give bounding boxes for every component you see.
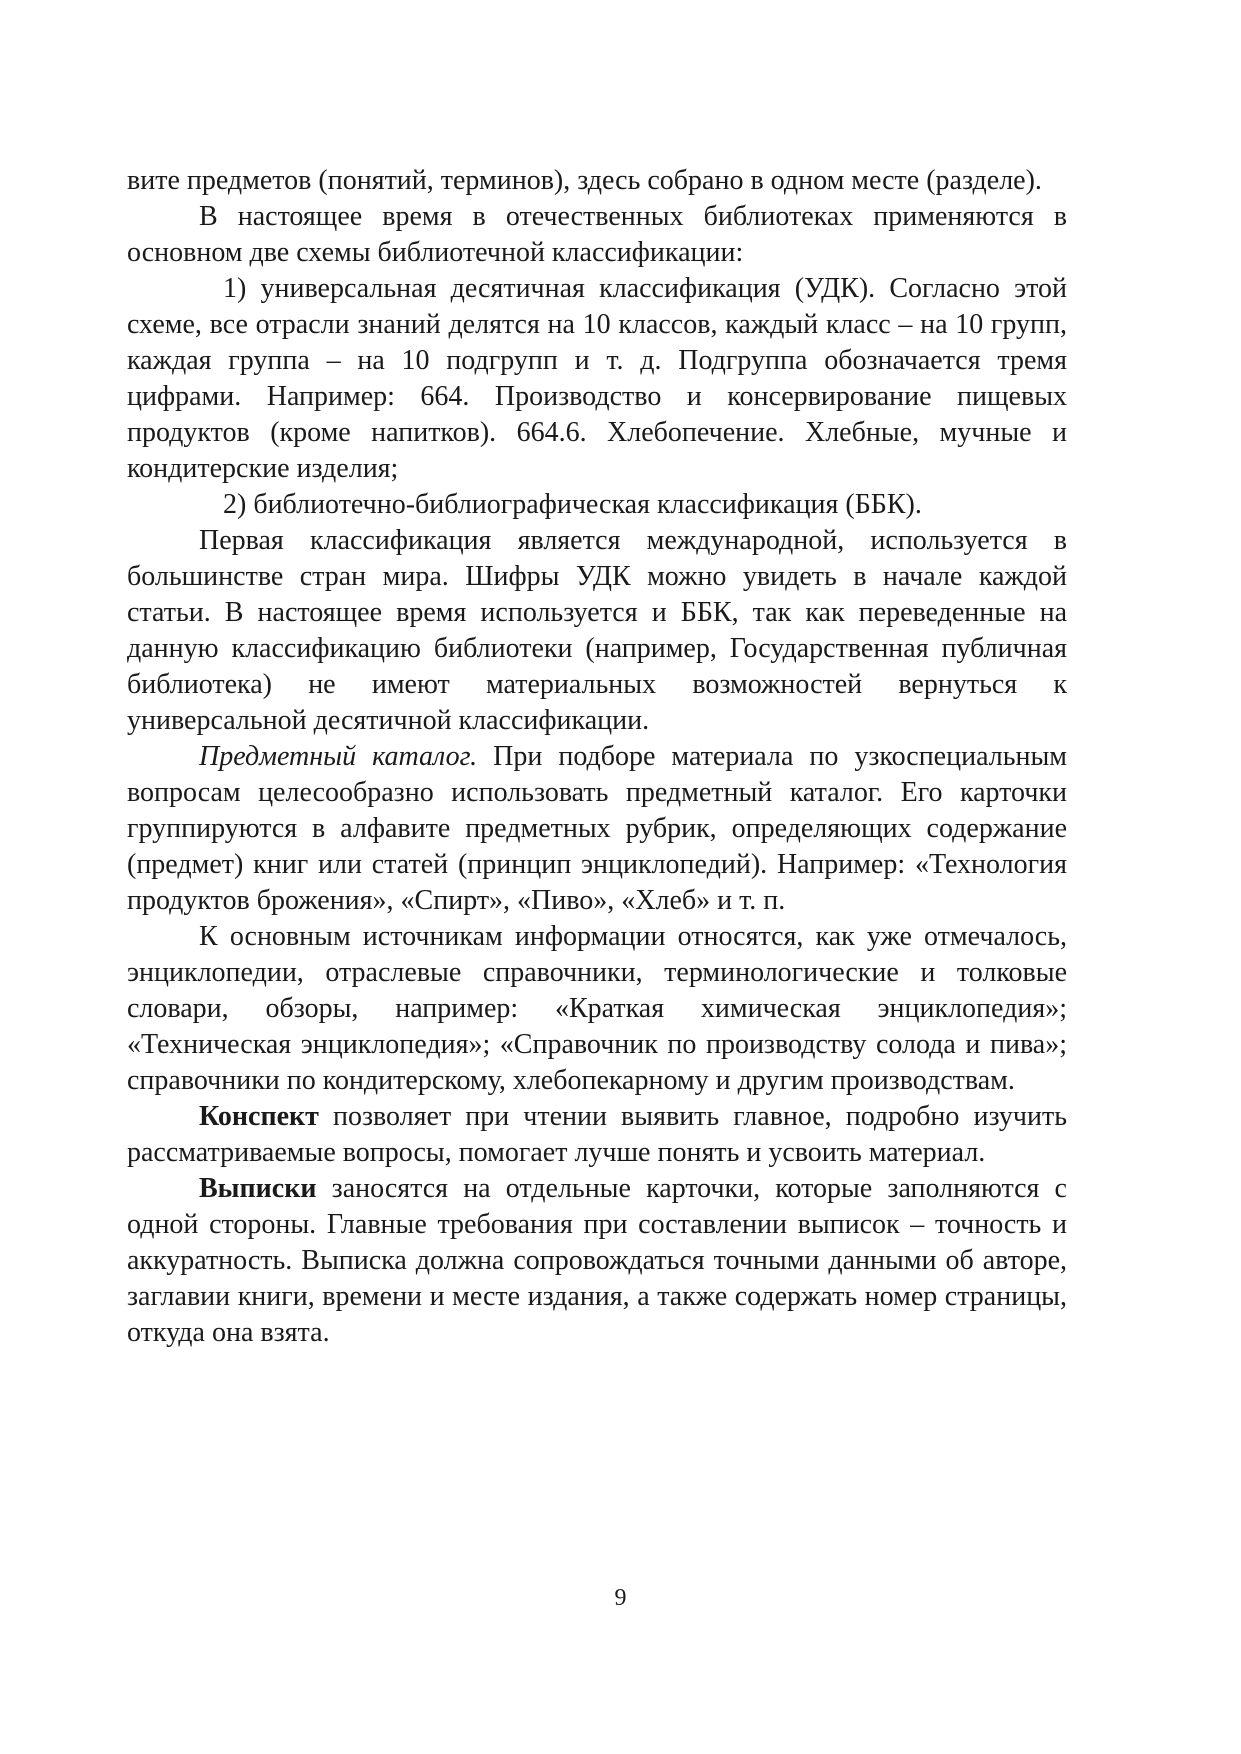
page-number: 9 — [614, 1585, 627, 1611]
paragraph-classification-intro: В настоящее время в отечественных библиотеках применяются в основном две схемы библиотечной классификации: — [127, 201, 1067, 268]
excerpts-text: заносятся на отдельные карточки, которые заполняются с одной стороны. Главные требования при составлении выписок – точность и аккуратность. Выписка должна сопровождаться точными данными об авторе, заглавии книги, времени и месте издания, а также содержать номер страницы, откуда она взята. — [127, 1173, 1067, 1348]
paragraph-continuation: вите предметов (понятий, терминов), здесь собрано в одном месте (разделе). — [127, 165, 1042, 196]
paragraph-subject-catalog — [127, 739, 1067, 919]
term-summary: Конспект — [199, 1101, 319, 1132]
paragraph-summary — [127, 1099, 1067, 1171]
term-subject-catalog: Предметный каталог. — [199, 741, 478, 772]
subject-catalog-text: При подборе материала по узкоспециальным вопросам целесообразно использовать предметный каталог. Его карточки группируются в алфавите предметных рубрик, определяющих содержание (предмет) книг или статей (принцип энциклопедий). Например: «Технология продуктов брожения», «Спирт», «Пиво», «Хлеб» и т. п. — [127, 741, 1068, 916]
paragraph-bbk: 2) библиотечно-библиографическая классификация (ББК). — [223, 489, 922, 520]
body-text — [127, 163, 1067, 1351]
paragraph-first-classification: Первая классификация является международной, используется в большинстве стран мира. Шифры УДК можно увидеть в начале каждой статьи. В настоящее время используется и ББК, так как переведенные на данную классификацию библиотеки (например, Государственная публичная библиотека) не имеют материальных возможностей вернуться к универсальной десятичной классификации. — [127, 525, 1067, 736]
paragraph-information-sources: К основным источникам информации относятся, как уже отмечалось, энциклопедии, отраслевые справочники, терминологические и толковые словари, обзоры, например: «Краткая химическая энциклопедия»; «Техническая энциклопедия»; «Справочник по производству солода и пива»; справочники по кондитерскому, хлебопекарному и другим производствам. — [127, 921, 1067, 1096]
term-excerpts: Выписки — [199, 1173, 317, 1204]
summary-text: позволяет при чтении выявить главное, подробно изучить рассматриваемые вопросы, помогает лучше понять и усвоить материал. — [127, 1101, 1067, 1168]
paragraph-excerpts — [127, 1171, 1067, 1351]
paragraph-udc: 1) универсальная десятичная классификация (УДК). Согласно этой схеме, все отрасли знаний делятся на 10 классов, каждый класс – на 10 групп, каждая группа – на 10 подгрупп и т. д. Подгруппа обозначается тремя цифрами. Например: 664. Производство и консервирование пищевых продуктов (кроме напитков). 664.6. Хлебопечение. Хлебные, мучные и кондитерские изделия; — [127, 273, 1067, 484]
